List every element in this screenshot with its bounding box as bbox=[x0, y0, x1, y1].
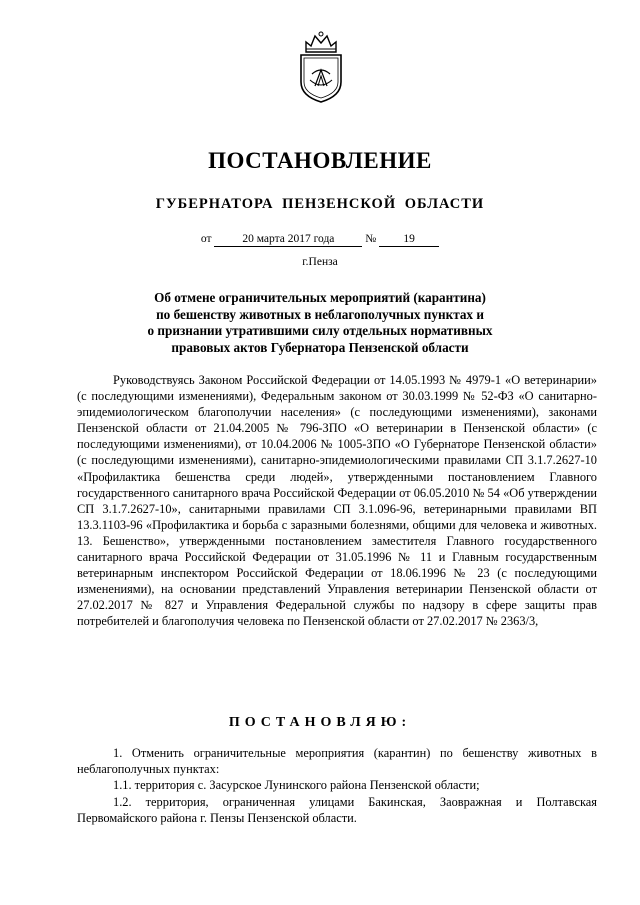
date-prefix: от bbox=[200, 233, 212, 245]
decree-items bbox=[77, 745, 597, 826]
decree-word: ПОСТАНОВЛЯЮ: bbox=[228, 715, 412, 730]
document-heading bbox=[0, 290, 640, 356]
document-subtitle: ГУБЕРНАТОРА ПЕНЗЕНСКОЙ ОБЛАСТИ bbox=[155, 196, 485, 212]
document-body bbox=[77, 372, 597, 630]
document-title: ПОСТАНОВЛЕНИЕ bbox=[208, 148, 432, 173]
penza-coat-of-arms-icon bbox=[296, 30, 346, 104]
heading-line: правовых актов Губернатора Пензенской области bbox=[171, 339, 469, 355]
heading-line: Об отмене ограничительных мероприятий (карантина) bbox=[154, 290, 486, 305]
date-number-line bbox=[0, 233, 640, 247]
heading-line: по бешенству животных в неблагополучных пунктах и bbox=[156, 306, 484, 322]
decree-item: 1.1. территория с. Засурское Лунинского района Пензенской области; bbox=[113, 778, 480, 793]
decree-item: 1. Отменить ограничительные мероприятия (карантин) по бешенству животных в неблагополучных пунктах: bbox=[77, 746, 597, 777]
document-number: 19 bbox=[379, 233, 439, 247]
preamble-paragraph: Руководствуясь Законом Российской Федерации от 14.05.1993 № 4979-1 «О ветеринарии» (с последующими изменениями), Федеральным законом от 30.03.1999 № 52-ФЗ «О санитарно-эпидемиологическом благополучии населения» (с последующими изменениями), законами Пензенской области от 21.04.2005 № 796-ЗПО «О ветеринарии в Пензенской области» (с последующими изменениями), от 10.04.2006 № 1005-ЗПО «О Губернаторе Пензенской области» (с последующими изменениями), санитарно-эпидемиологическими правилами СП 3.1.7.2627-10 «Профилактика бешенства среди людей», утвержденными постановлением Главного государственного санитарного врача Российской Федерации от 06.05.2010 № 54 «Об утверждении СП 3.1.7.2627-10», санитарными правилами СП 3.1.096-96, ветеринарными правилами ВП 13.3.1103-96 «Профилактика и борьба с заразными болезнями, общими для человека и животных. 13. Бешенство», утвержденными постановлением заместителя Главного государственного санитарного врача Российской Федерации от 31.05.1996 № 11 и Главным государственным ветеринарным инспектором Российской Федерации от 18.06.1996 № 23 (с последующими изменениями), на основании представлений Управления ветеринарии Пензенской области от 27.02.2017 № 827 и Управления Федеральной службы по надзору в сфере защиты прав потребителей и благополучия человека по Пензенской области от 27.02.2017 № 2363/3, bbox=[77, 373, 597, 629]
number-prefix: № bbox=[365, 233, 377, 245]
decree-item: 1.2. территория, ограниченная улицами Бакинская, Заовражная и Полтавская Первомайского района г. Пензы Пензенской области. bbox=[77, 794, 597, 825]
heading-line: о признании утратившими силу отдельных нормативных bbox=[147, 323, 493, 338]
document-date: 20 марта 2017 года bbox=[214, 233, 362, 247]
document-city: г.Пенза bbox=[302, 256, 338, 268]
